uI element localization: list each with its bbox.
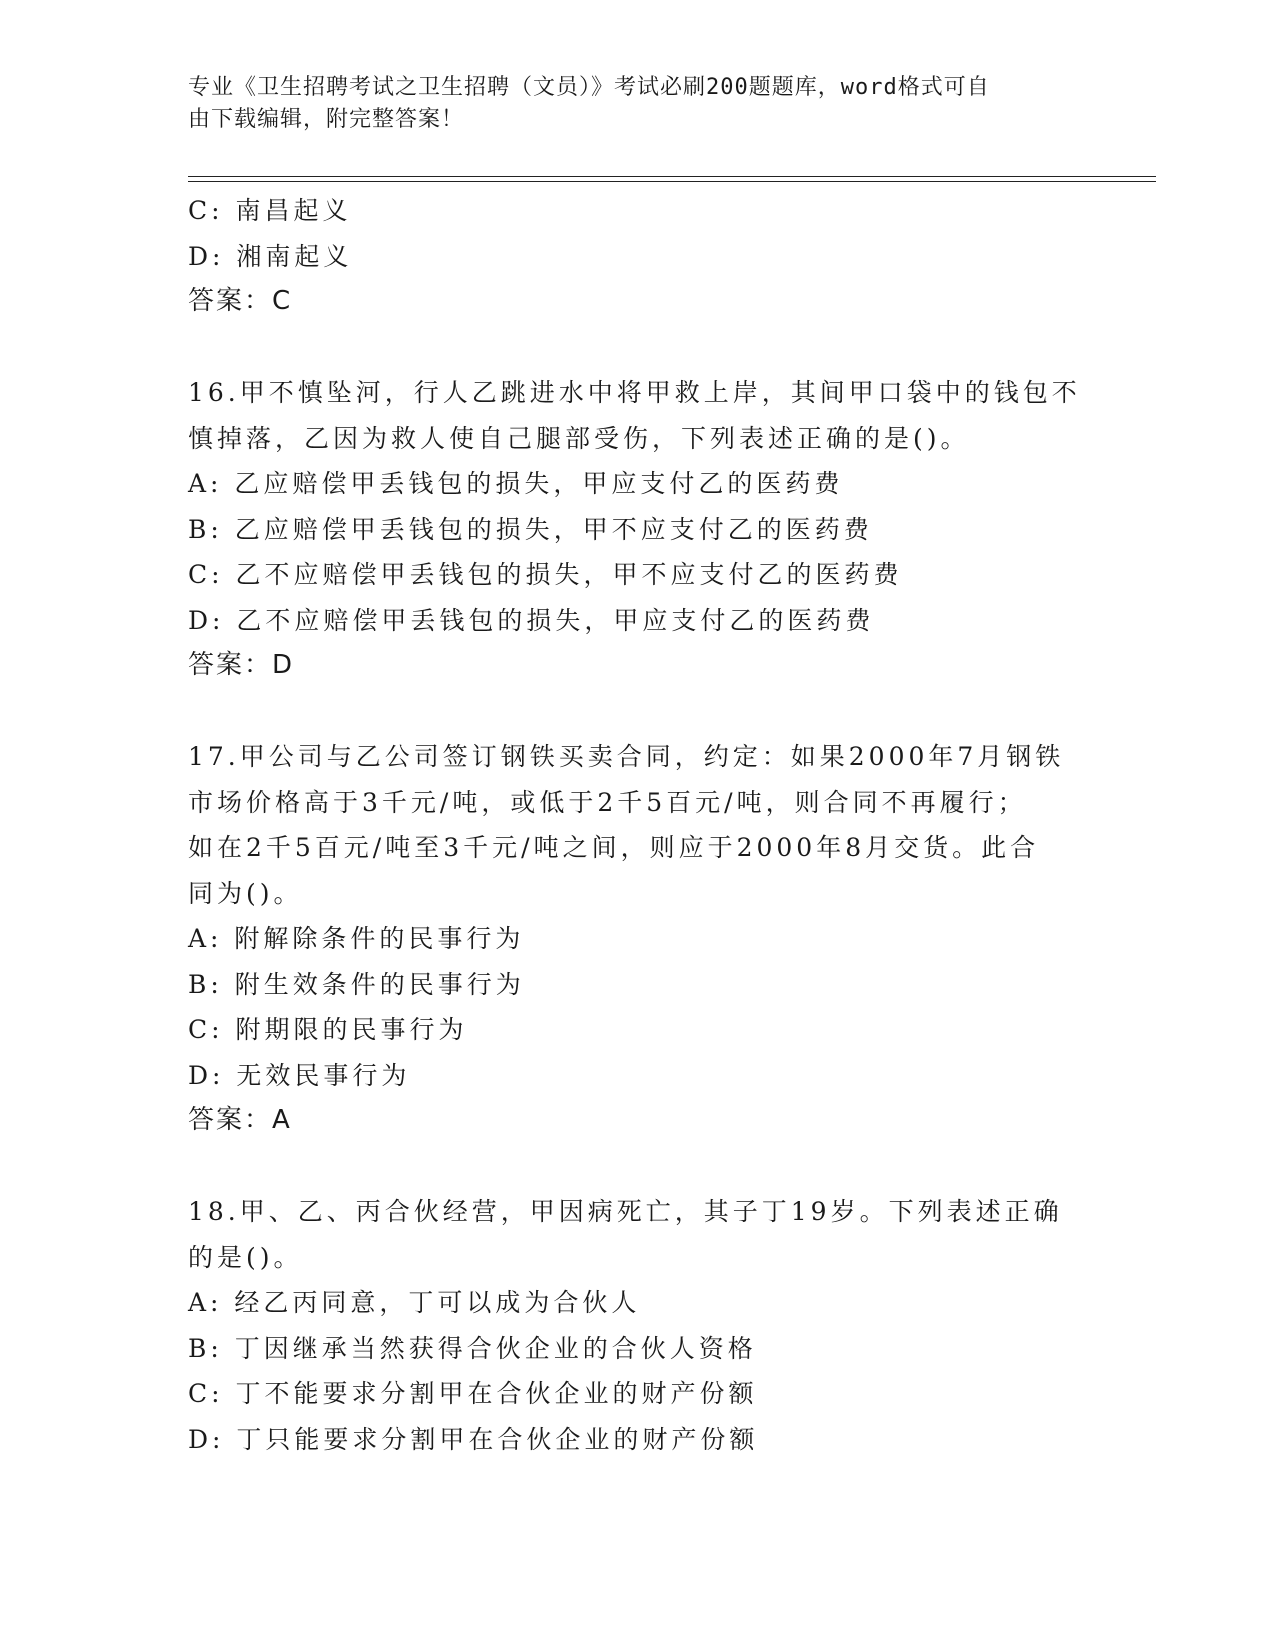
option-c: C: 附期限的民事行为: [188, 1015, 468, 1044]
previous-question-tail: [188, 188, 1088, 325]
option-a: A: 附解除条件的民事行为: [188, 924, 525, 953]
answer-line: 答案：D: [188, 650, 295, 680]
header-line-1: 专业《卫生招聘考试之卫生招聘（文员）》考试必刷200题题库，word格式可自: [188, 75, 990, 100]
header-divider-top: [188, 176, 1156, 177]
question-stem-line: 的是()。: [188, 1242, 303, 1272]
question-16: [188, 370, 1088, 689]
spacer: [188, 325, 1088, 371]
option-d: D: 丁只能要求分割甲在合伙企业的财产份额: [188, 1424, 759, 1454]
question-stem-line: 同为()。: [188, 878, 303, 908]
option-a: A: 乙应赔偿甲丢钱包的损失，甲应支付乙的医药费: [188, 469, 844, 498]
option-d: D: 无效民事行为: [188, 1060, 411, 1090]
option-d: D: 湘南起义: [188, 241, 353, 271]
option-b: B: 丁因继承当然获得合伙企业的合伙人资格: [188, 1333, 757, 1363]
option-a: A: 经乙丙同意，丁可以成为合伙人: [188, 1288, 641, 1317]
option-b: B: 乙应赔偿甲丢钱包的损失，甲不应支付乙的医药费: [188, 514, 873, 544]
question-stem-line: 16.甲不慎坠河，行人乙跳进水中将甲救上岸，其间甲口袋中的钱包不: [188, 378, 1081, 407]
spacer: [188, 1144, 1088, 1190]
option-b: B: 附生效条件的民事行为: [188, 969, 525, 999]
header-divider-bottom: [188, 181, 1156, 182]
option-c: C: 丁不能要求分割甲在合伙企业的财产份额: [188, 1379, 758, 1408]
header-line-2: 由下载编辑，附完整答案！: [188, 107, 465, 132]
question-content: [188, 188, 1088, 1462]
spacer: [188, 689, 1088, 735]
answer-line: 答案：C: [188, 286, 293, 316]
question-18: [188, 1189, 1088, 1462]
question-17: [188, 734, 1088, 1144]
question-stem-line: 17.甲公司与乙公司签订钢铁买卖合同，约定：如果2000年7月钢铁: [188, 742, 1065, 771]
option-c: C: 南昌起义: [188, 196, 352, 225]
question-stem-line: 如在2千5百元/吨至3千元/吨之间，则应于2000年8月交货。此合: [188, 833, 1040, 862]
answer-line: 答案：A: [188, 1105, 292, 1135]
option-c: C: 乙不应赔偿甲丢钱包的损失，甲不应支付乙的医药费: [188, 560, 903, 589]
question-stem-line: 18.甲、乙、丙合伙经营，甲因病死亡，其子丁19岁。下列表述正确: [188, 1197, 1063, 1226]
question-stem-line: 市场价格高于3千元/吨，或低于2千5百元/吨，则合同不再履行；: [188, 787, 1027, 817]
question-stem-line: 慎掉落，乙因为救人使自己腿部受伤，下列表述正确的是()。: [188, 423, 970, 453]
document-header: [188, 72, 1068, 136]
option-d: D: 乙不应赔偿甲丢钱包的损失，甲应支付乙的医药费: [188, 605, 875, 635]
